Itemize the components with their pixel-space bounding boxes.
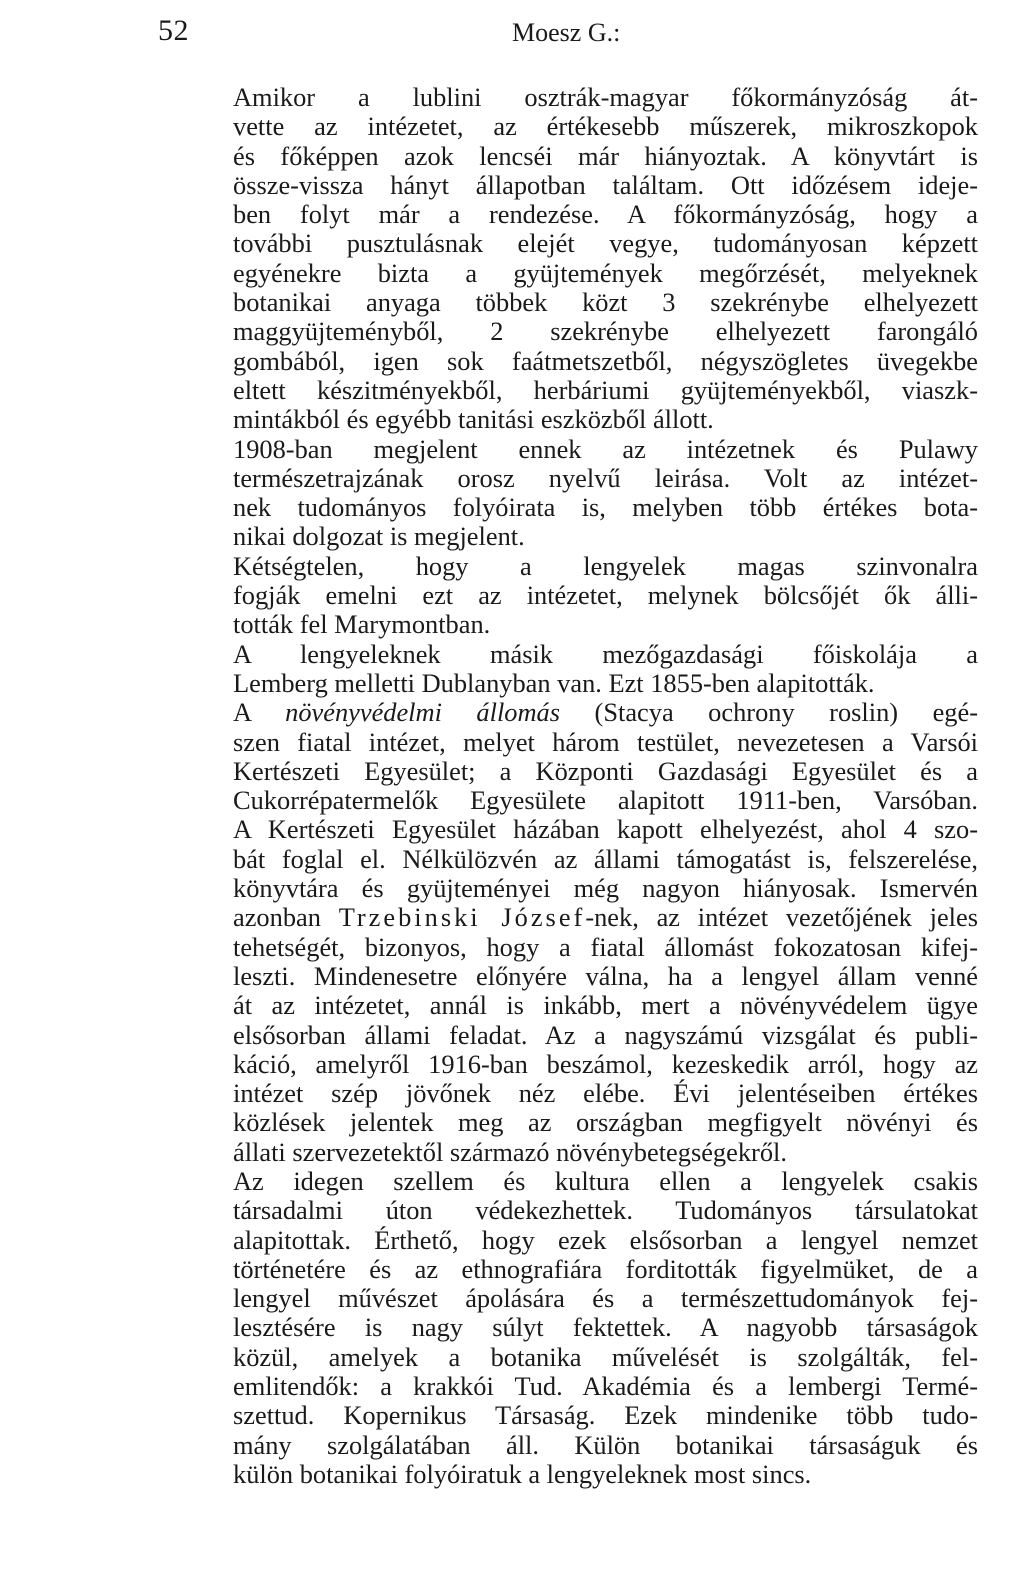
text-line: mány szolgálatában áll. Külön botanikai társaságuk és xyxy=(233,1429,978,1460)
text-line: nek tudományos folyóirata is, melyben több értékes bota- xyxy=(233,492,978,523)
text-line: gombából, igen sok faátmetszetből, négyszögletes üvegekbe xyxy=(233,345,978,376)
text-line: mintákból és egyébb tanitási eszközből állott. xyxy=(233,404,714,435)
page-number: 52 xyxy=(158,14,189,47)
text-line: vette az intézetet, az értékesebb műszerek, mikroszkopok xyxy=(233,111,978,142)
paragraph-4 xyxy=(163,640,978,699)
text-line: tehetségét, bizonyos, hogy a fiatal állomást fokozatosan kifej- xyxy=(233,931,978,962)
paragraph-6 xyxy=(163,1167,978,1489)
text-line: történetére és az ethnografiára forditották figyelmüket, de a xyxy=(233,1253,978,1284)
text-line: intézet szép jövőnek néz elébe. Évi jelentéseiben értékes xyxy=(233,1078,978,1109)
text-line: maggyüjteményből, 2 szekrénybe elhelyezett farongáló xyxy=(233,316,978,347)
text-line: át az intézetet, annál is inkább, mert a növényvédelem ügye xyxy=(233,990,978,1021)
text-line: Amikor a lublini osztrák-magyar főkormányzóság át- xyxy=(233,82,978,112)
running-head: Moesz G.: xyxy=(512,18,621,47)
text-line: további pusztulásnak elejét vegye, tudományosan képzett xyxy=(233,228,978,259)
text-line: egyénekre bizta a gyüjtemények megőrzését, melyeknek xyxy=(233,257,978,288)
text-line: közül, amelyek a botanika művelését is szolgálták, fel- xyxy=(233,1341,978,1372)
paragraph-1 xyxy=(163,83,978,435)
text-line: állati szervezetektől származó növénybetegségekről. xyxy=(233,1136,787,1167)
text-line: társadalmi úton védekezhettek. Tudományos társulatokat xyxy=(233,1195,978,1226)
text-line: fogják emelni ezt az intézetet, melynek bölcsőjét ők álli- xyxy=(233,580,978,611)
text-line: szettud. Kopernikus Társaság. Ezek mindenike több tudo- xyxy=(233,1400,978,1431)
text-line: lesztésére is nagy súlyt fektettek. A nagyobb társaságok xyxy=(233,1312,978,1343)
text-line xyxy=(163,903,978,932)
text-run: A xyxy=(233,697,286,728)
text-line: Kétségtelen, hogy a lengyelek magas szinvonalra xyxy=(233,550,978,581)
text-run: -nek, az intézet vezetőjének jeles xyxy=(585,902,978,933)
text-line: A lengyeleknek másik mezőgazdasági főiskolája a xyxy=(233,638,978,669)
text-line: 1908-ban megjelent ennek az intézetnek és Pulawy xyxy=(233,433,978,464)
text-run: azonban xyxy=(233,902,339,933)
text-line: Az idegen szellem és kultura ellen a lengyelek csakis xyxy=(233,1165,978,1196)
text-line: Cukorrépatermelők Egyesülete alapitott 1911-ben, Varsóban. xyxy=(233,785,978,816)
text-line: eltett készitményekből, herbáriumi gyüjteményekből, viaszk- xyxy=(233,374,978,405)
paragraph-5 xyxy=(163,698,978,1167)
text-line: emlitendők: a krakkói Tud. Akadémia és a lembergi Termé- xyxy=(233,1371,978,1402)
text-line: lengyel művészet ápolására és a természettudományok fej- xyxy=(233,1283,978,1314)
text-line: leszti. Mindenesetre előnyére válna, ha a lengyel állam venné xyxy=(233,960,978,991)
text-line: külön botanikai folyóiratuk a lengyeleknek most sincs. xyxy=(233,1458,812,1489)
text-line: tották fel Marymontban. xyxy=(233,609,491,640)
text-line: össze-vissza hányt állapotban találtam. Ott időzésem ideje- xyxy=(233,169,978,200)
text-line xyxy=(163,698,978,727)
italic-term: növényvédelmi állomás xyxy=(285,697,561,728)
text-run: (Stacya ochrony roslin) egé- xyxy=(560,697,978,728)
text-line: ben folyt már a rendezése. A főkormányzóság, hogy a xyxy=(233,199,978,230)
text-line: nikai dolgozat is megjelent. xyxy=(233,521,525,552)
person-name: Trzebinski József xyxy=(338,902,586,933)
text-line: és főképpen azok lencséi már hiányoztak. A könyvtárt is xyxy=(233,140,978,171)
text-line: elsősorban állami feladat. Az a nagyszámú vizsgálat és publi- xyxy=(233,1019,978,1050)
page-header xyxy=(0,14,1024,64)
text-line: bát foglal el. Nélkülözvén az állami támogatást is, felszerelése, xyxy=(233,843,978,874)
text-line: közlések jelentek meg az országban megfigyelt növényi és xyxy=(233,1107,978,1138)
paragraph-2 xyxy=(163,435,978,552)
text-line: botanikai anyaga többek közt 3 szekrénybe elhelyezett xyxy=(233,287,978,318)
text-line: Lemberg melletti Dublanyban van. Ezt 1855-ben alapitották. xyxy=(233,667,875,698)
body-text xyxy=(163,83,978,1489)
text-line: A Kertészeti Egyesület házában kapott elhelyezést, ahol 4 szo- xyxy=(233,814,978,845)
text-line: könyvtára és gyüjteményei még nagyon hiányosak. Ismervén xyxy=(233,873,978,904)
text-line: Kertészeti Egyesület; a Központi Gazdasági Egyesület és a xyxy=(233,755,978,786)
paragraph-3 xyxy=(163,552,978,640)
text-line: káció, amelyről 1916-ban beszámol, kezeskedik arról, hogy az xyxy=(233,1048,978,1079)
text-line: természetrajzának orosz nyelvű leirása. Volt az intézet- xyxy=(233,462,978,493)
text-line: alapitottak. Érthető, hogy ezek elsősorban a lengyel nemzet xyxy=(233,1224,978,1255)
text-line: szen fiatal intézet, melyet három testület, nevezetesen a Varsói xyxy=(233,726,978,757)
